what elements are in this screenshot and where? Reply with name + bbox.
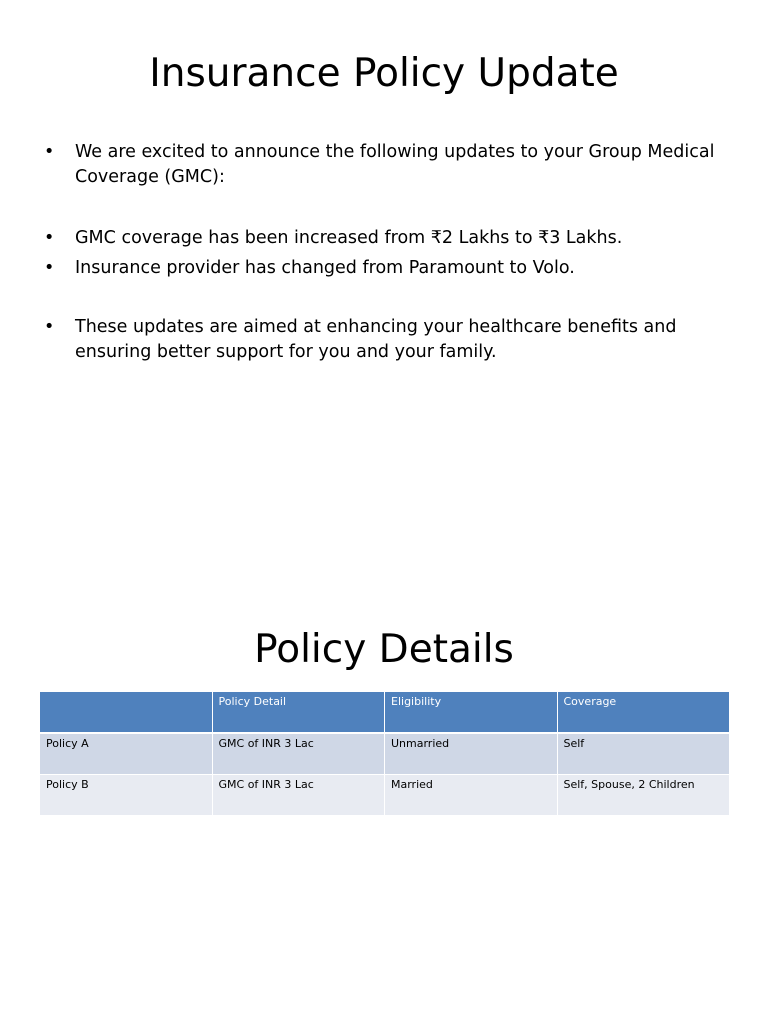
bullet-marker: • <box>44 258 55 278</box>
table-cell: GMC of INR 3 Lac <box>212 733 385 775</box>
header-cell <box>40 692 213 734</box>
bullet-item <box>44 256 724 281</box>
bullet-text: These updates are aimed at enhancing your healthcare benefits and ensuring better support for you and your family. <box>75 317 677 362</box>
slide-title: Insurance Policy Update <box>149 51 619 96</box>
bullet-text: We are excited to announce the following updates to your Group Medical Coverage (GMC): <box>75 142 715 187</box>
table-cell: Self, Spouse, 2 Children <box>557 775 730 816</box>
bullet-marker: • <box>44 142 55 162</box>
table-header-row <box>40 692 730 734</box>
table-cell: Unmarried <box>385 733 558 775</box>
table-row <box>40 733 730 775</box>
header-cell: Policy Detail <box>212 692 385 734</box>
bullet-item <box>44 315 724 365</box>
table-cell: Policy A <box>40 733 213 775</box>
bullet-text: Insurance provider has changed from Paramount to Volo. <box>75 258 575 278</box>
table-cell: Policy B <box>40 775 213 816</box>
header-cell: Coverage <box>557 692 730 734</box>
table-cell: Self <box>557 733 730 775</box>
bullet-item <box>44 140 724 190</box>
bullet-text: GMC coverage has been increased from ₹2 Lakhs to ₹3 Lakhs. <box>75 228 623 248</box>
bullet-marker: • <box>44 317 55 337</box>
header-cell: Eligibility <box>385 692 558 734</box>
bullet-marker: • <box>44 228 55 248</box>
bullet-item <box>44 226 724 251</box>
table-row <box>40 775 730 816</box>
section-subtitle: Policy Details <box>254 627 514 672</box>
bullet-list <box>44 140 724 365</box>
table-cell: GMC of INR 3 Lac <box>212 775 385 816</box>
table-cell: Married <box>385 775 558 816</box>
policy-table <box>39 691 730 816</box>
